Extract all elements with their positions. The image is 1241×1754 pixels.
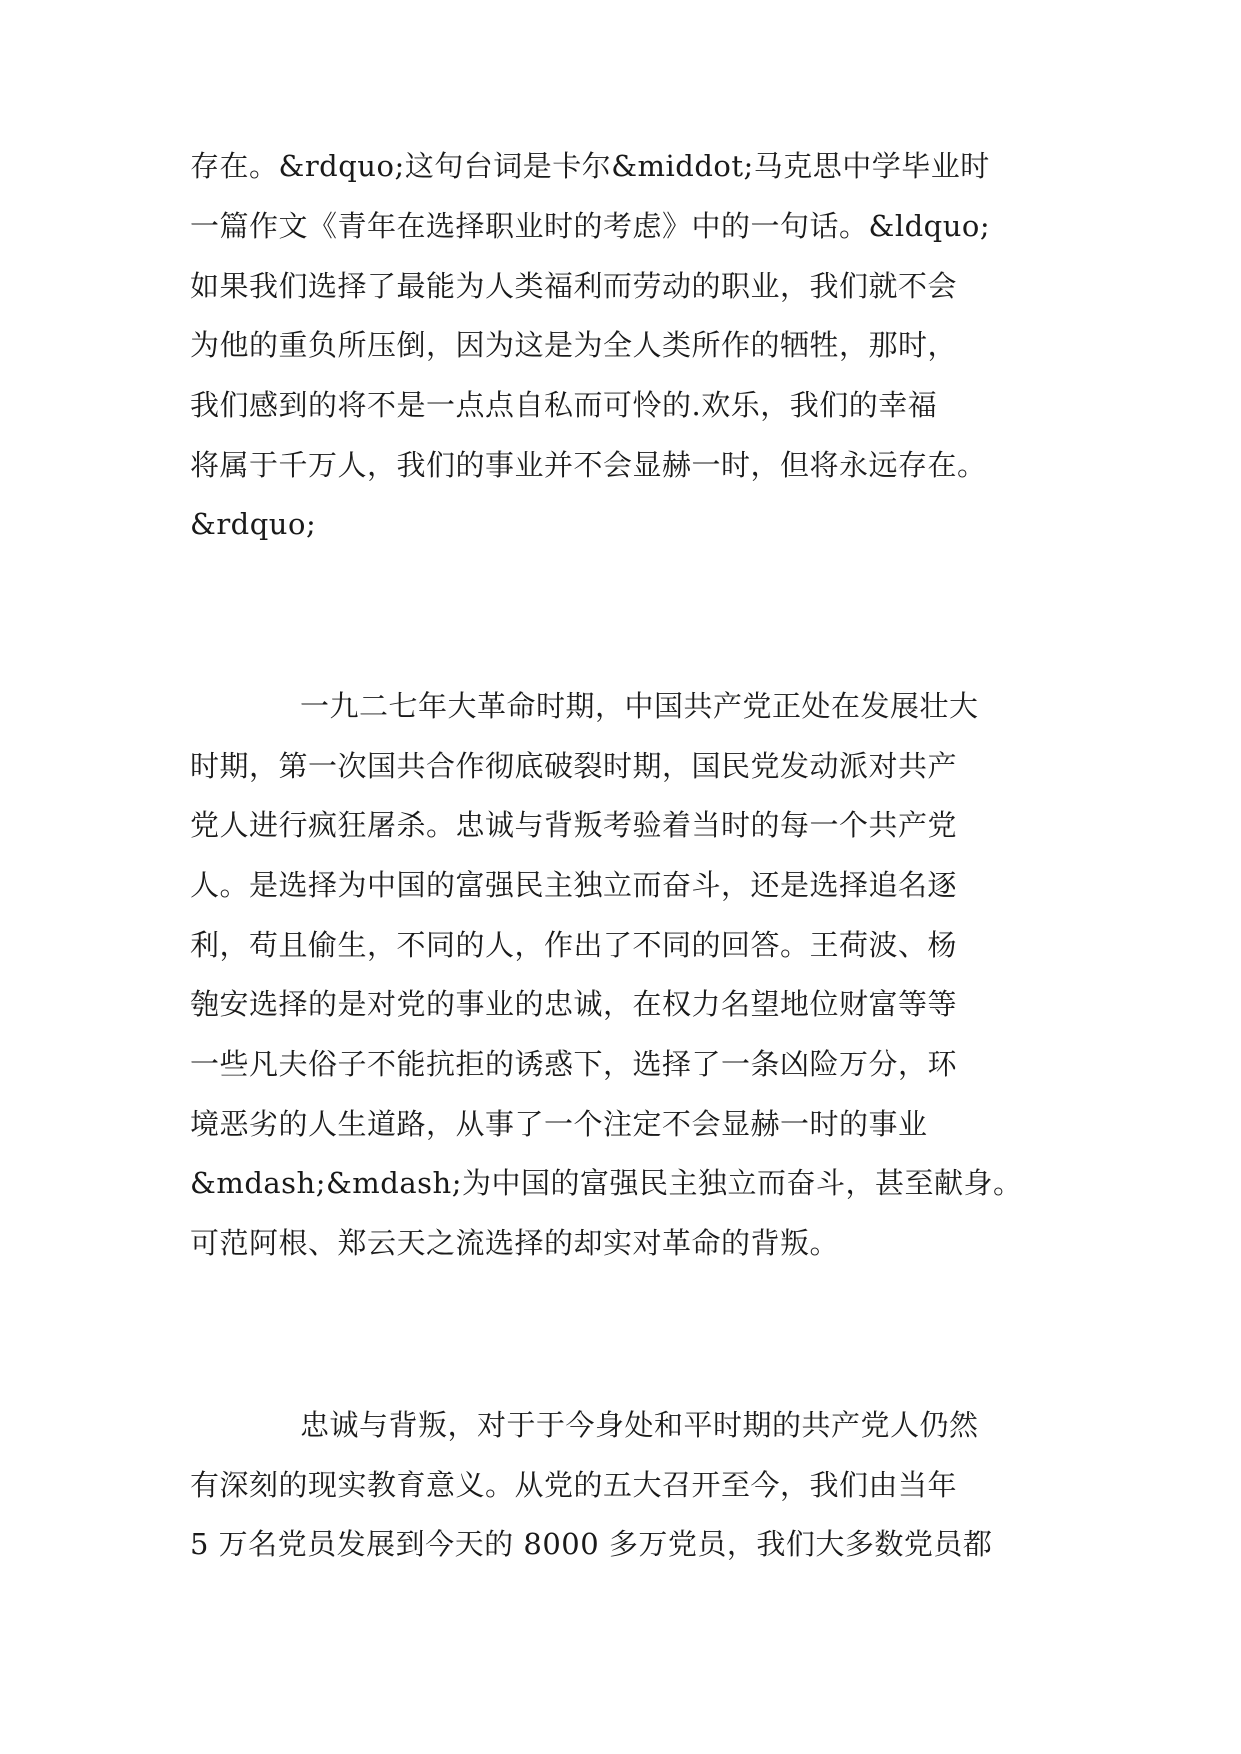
paragraph-1-line-3: 如果我们选择了最能为人类福利而劳动的职业，我们就不会 <box>190 269 958 303</box>
paragraph-1-line-6: 将属于千万人，我们的事业并不会显赫一时，但将永远存在。 <box>190 448 987 482</box>
paragraph-1-line-5: 我们感到的将不是一点点自私而可怜的.欢乐，我们的幸福 <box>190 388 938 422</box>
paragraph-2-line-4: 人。是选择为中国的富强民主独立而奋斗，还是选择追名逐 <box>190 868 958 902</box>
paragraph-2-line-2: 时期，第一次国共合作彻底破裂时期，国民党发动派对共产 <box>190 749 958 783</box>
paragraph-1-line-2: 一篇作文《青年在选择职业时的考虑》中的一句话。&ldquo; <box>190 209 991 243</box>
paragraph-2-line-6: 匏安选择的是对党的事业的忠诚，在权力名望地位财富等等 <box>190 987 958 1021</box>
paragraph-3-line-1: 忠诚与背叛，对于于今身处和平时期的共产党人仍然 <box>300 1408 979 1442</box>
paragraph-3-line-2: 有深刻的现实教育意义。从党的五大召开至今，我们由当年 <box>190 1468 958 1502</box>
paragraph-3-line-3: 5 万名党员发展到今天的 8000 多万党员，我们大多数党员都 <box>190 1527 993 1561</box>
paragraph-2-line-5: 利，苟且偷生，不同的人，作出了不同的回答。王荷波、杨 <box>190 928 958 962</box>
paragraph-2-line-1: 一九二七年大革命时期，中国共产党正处在发展壮大 <box>300 689 979 723</box>
paragraph-2-line-9: &mdash;&mdash;为中国的富强民主独立而奋斗，甚至献身。 <box>190 1166 1023 1200</box>
paragraph-2-line-10: 可范阿根、郑云天之流选择的却实对革命的背叛。 <box>190 1226 840 1260</box>
paragraph-1-line-4: 为他的重负所压倒，因为这是为全人类所作的牺牲，那时， <box>190 328 958 362</box>
paragraph-2-line-7: 一些凡夫俗子不能抗拒的诱惑下，选择了一条凶险万分，环 <box>190 1047 958 1081</box>
paragraph-1-line-1: 存在。&rdquo;这句台词是卡尔&middot;马克思中学毕业时 <box>190 149 990 183</box>
paragraph-2-line-8: 境恶劣的人生道路，从事了一个注定不会显赫一时的事业 <box>190 1107 928 1141</box>
paragraph-2-line-3: 党人进行疯狂屠杀。忠诚与背叛考验着当时的每一个共产党 <box>190 808 958 842</box>
paragraph-1-line-7: &rdquo; <box>190 507 317 541</box>
